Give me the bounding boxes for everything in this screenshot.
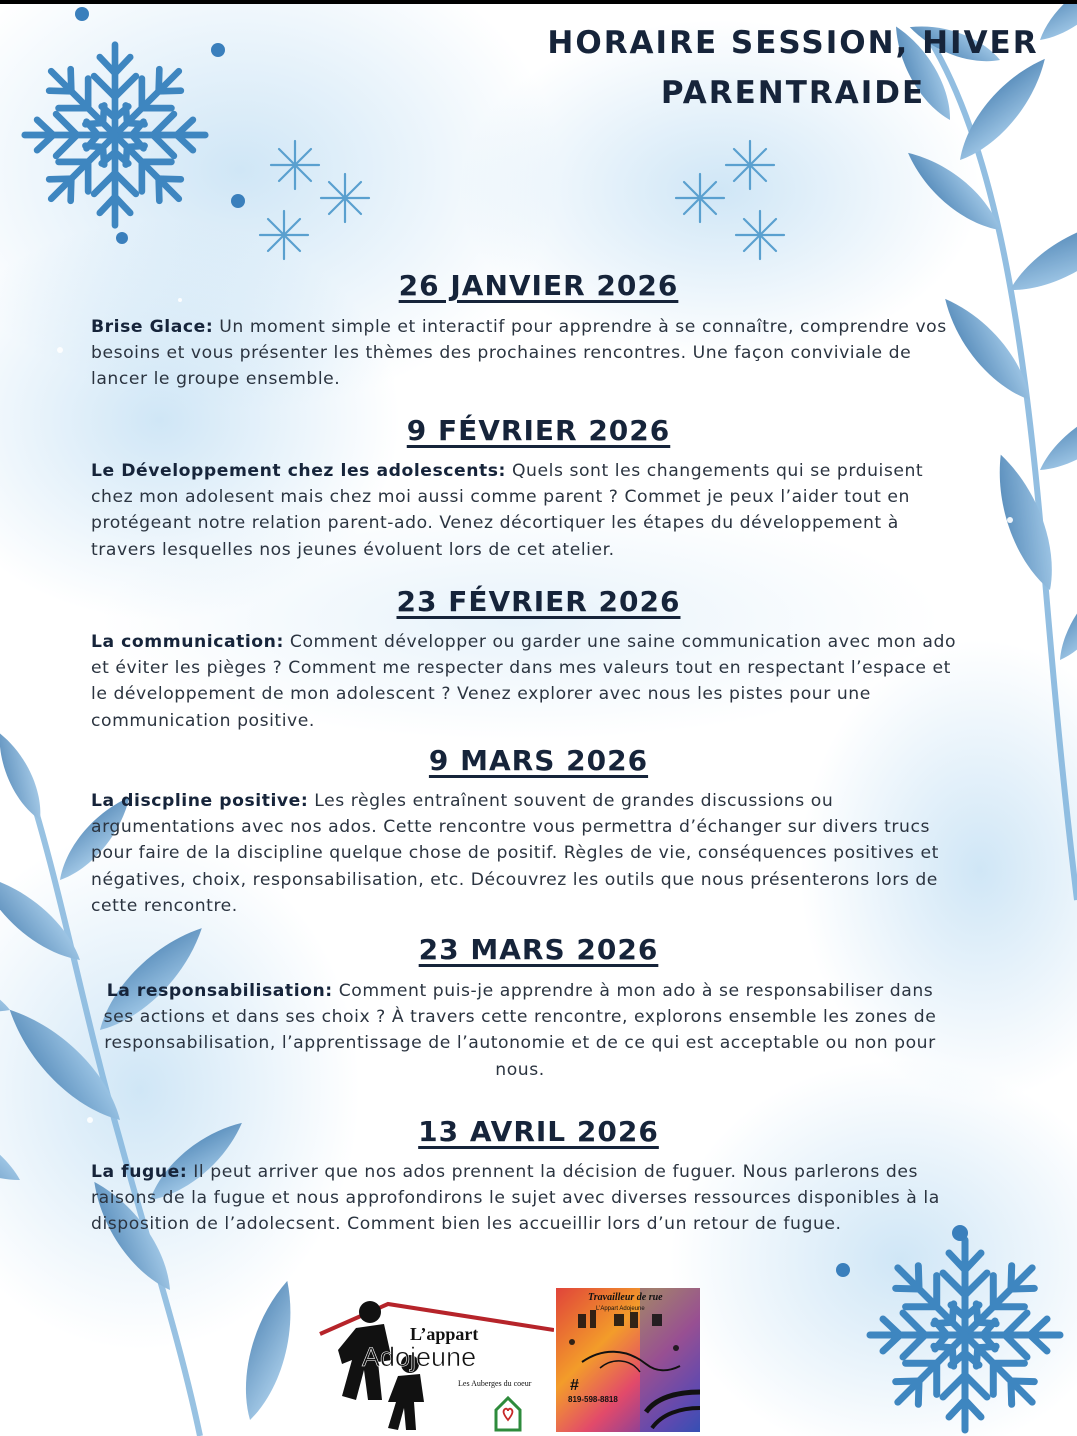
travailleur-phone: 819-598-8818: [568, 1395, 618, 1404]
session-text: Il peut arriver que nos ados prennent la décision de fuguer. Nous parlerons des raisons de la fugue et nous approfondirons le sujet avec diverses ressources disponibles à la disposition de l’adolecsent. Comment bien les accueillir lors d’un retour de fugue.: [91, 1162, 940, 1235]
session-title: La communication:: [91, 632, 284, 652]
travailleur-line2: L’Appart Adojeune: [596, 1306, 645, 1312]
session-text: Quels sont les changements qui se prduisent chez mon adolesent mais chez moi aussi comme parent ? Commet je peux l’aider tout en protégeant notre relation parent-ado. Venez décortiquer les étapes du développement à travers lesquelles nos jeunes évoluent lors de cet atelier.: [91, 461, 924, 560]
session-text: Comment puis-je apprendre à mon ado à se responsabiliser dans ses actions et dans ses choix ? À travers cette rencontre, explorons ensemble les zones de responsabilisation, l’apprentissage de l’autonomie et de ce qui est acceptable ou non pour nous.: [103, 981, 937, 1080]
appart-logo-tagline: Les Auberges du coeur: [458, 1379, 532, 1388]
session-description: [91, 788, 961, 919]
session-description: [91, 629, 961, 734]
svg-text:#: #: [570, 1377, 579, 1394]
title-line-2: PARENTRAIDE: [660, 75, 926, 111]
session-date: 13 AVRIL 2026: [418, 1115, 659, 1148]
session-title: Brise Glace:: [91, 317, 214, 337]
appart-logo-line2: Adojeune: [362, 1342, 477, 1372]
session-date: 23 MARS 2026: [418, 933, 659, 966]
appart-logo-line1: L’appart: [410, 1324, 479, 1344]
session-description: [91, 1159, 961, 1238]
session-text: Un moment simple et interactif pour apprendre à se connaître, comprendre vos besoins et vous présenter les thèmes des prochaines rencontres. Une façon conviviale de lancer le groupe ensemble.: [91, 317, 947, 390]
session-title: Le Développement chez les adolescents:: [91, 461, 506, 481]
session-title: La responsabilisation:: [106, 981, 333, 1001]
session-date: 23 FÉVRIER 2026: [396, 585, 681, 618]
travailleur-line1: Travailleur de rue: [588, 1292, 663, 1303]
session-description: [90, 978, 950, 1083]
title-line-1: HORAIRE SESSION, HIVER: [547, 25, 1039, 61]
session-title: La discpline positive:: [91, 791, 309, 811]
page-title: [533, 18, 1053, 118]
session-date: 9 MARS 2026: [428, 744, 649, 777]
session-description: [91, 314, 961, 393]
appart-adojeune-logo: [318, 1290, 554, 1432]
session-title: La fugue:: [91, 1162, 188, 1182]
session-description: [91, 458, 961, 563]
session-text: Comment développer ou garder une saine communication avec mon ado et éviter les pièges ? Comment me respecter dans mes valeurs tout en respectant l’espace et le développement de mon adolescent ? Venez explorer avec nous les pistes pour une communication positive.: [91, 632, 957, 731]
session-date: 26 JANVIER 2026: [398, 269, 679, 302]
travailleur-de-rue-logo: [556, 1288, 700, 1432]
session-text: Les règles entraînent souvent de grandes discussions ou argumentations avec nos ados. Cette rencontre vous permettra d’échanger sur divers trucs pour faire de la discipline quelque chose de positif. Règles de vie, conséquences positives et négatives, choix, responsabilisation, etc. Découvrez les outils que nous présenterons lors de cette rencontre.: [91, 791, 939, 916]
top-border-line: [0, 0, 1077, 4]
travailleur-logo-graphic: [556, 1288, 700, 1432]
session-date: 9 FÉVRIER 2026: [406, 414, 671, 447]
